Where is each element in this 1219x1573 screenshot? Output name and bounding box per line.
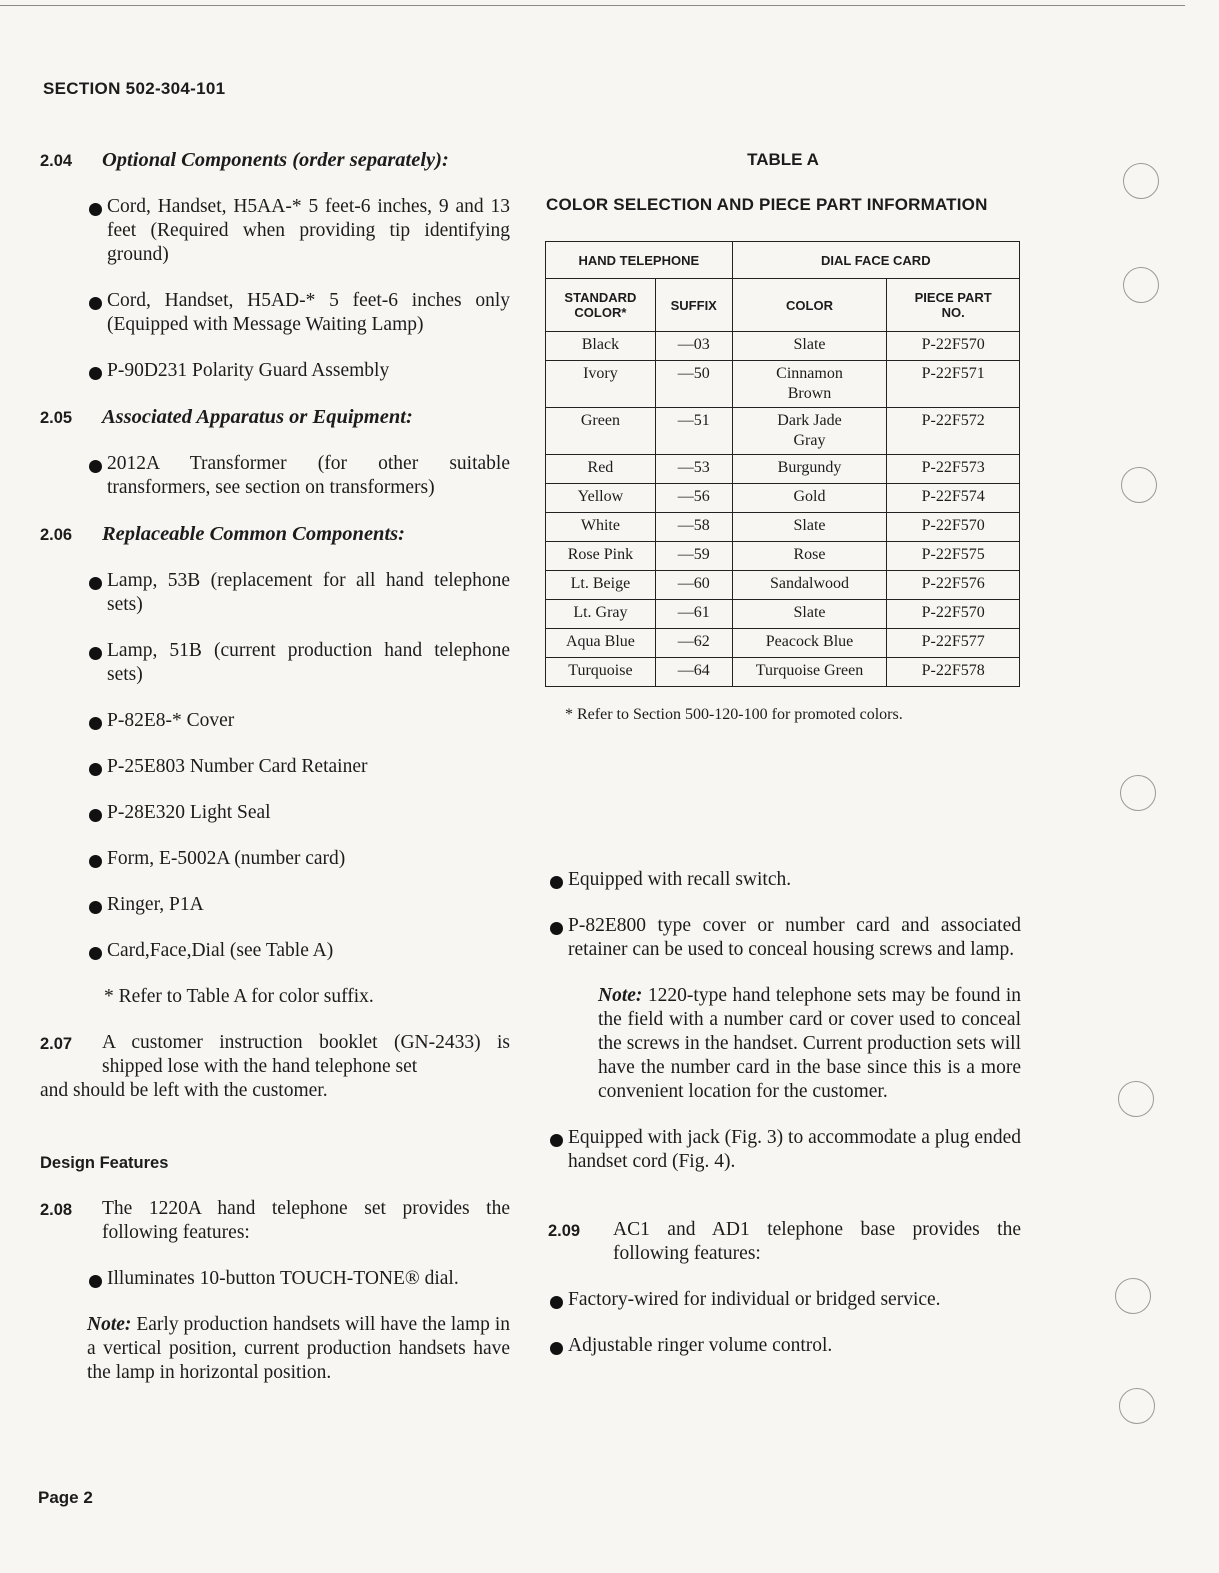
table-cell: —50	[655, 361, 732, 408]
paragraph-2-04	[40, 148, 510, 173]
table-cell: Dark Jade Gray	[732, 408, 887, 455]
paragraph-2-08	[40, 1197, 510, 1245]
table-cell: Rose	[732, 542, 887, 571]
bullet-item: Adjustable ringer volume control.	[548, 1334, 1021, 1358]
paragraph-number: 2.07	[40, 1035, 73, 1053]
bullet-icon	[89, 577, 102, 590]
bullet-icon	[89, 460, 102, 473]
table-cell: Rose Pink	[546, 542, 656, 571]
table-cell: White	[546, 513, 656, 542]
table-header-row	[546, 279, 1020, 332]
punch-hole-icon	[1115, 1278, 1151, 1314]
paragraph-2-06	[40, 522, 510, 547]
column-header: STANDARD COLOR*	[546, 279, 656, 332]
table-row	[546, 484, 1020, 513]
table-title: TABLE A	[747, 150, 819, 169]
note	[40, 1313, 510, 1385]
bullet-icon	[550, 1342, 563, 1355]
paragraph-2-05	[40, 405, 510, 430]
bullet-item: P-82E800 type cover or number card and associated retainer can be used to conceal housing screws and lamp.	[548, 914, 1021, 962]
note-label: Note:	[87, 1314, 132, 1335]
bullet-icon	[550, 876, 563, 889]
bullet-item: Lamp, 51B (current production hand telephone sets)	[40, 639, 510, 687]
table-row	[546, 361, 1020, 408]
table-row	[546, 658, 1020, 687]
paragraph-heading: Associated Apparatus or Equipment:	[102, 406, 413, 428]
punch-hole-icon	[1120, 775, 1156, 811]
table-cell: Slate	[732, 513, 887, 542]
table-row	[546, 513, 1020, 542]
table-cell: Cinnamon Brown	[732, 361, 887, 408]
table-cell: Turquoise Green	[732, 658, 887, 687]
table-cell: Gold	[732, 484, 887, 513]
table-cell: P-22F570	[887, 513, 1020, 542]
subsection-heading: Design Features	[40, 1154, 169, 1172]
group-header: HAND TELEPHONE	[546, 242, 733, 279]
paragraph-heading: Replaceable Common Components:	[102, 523, 405, 545]
paragraph-number: 2.09	[548, 1222, 581, 1240]
bullet-item: Equipped with recall switch.	[548, 868, 1021, 892]
bullet-item: P-25E803 Number Card Retainer	[40, 755, 510, 779]
bullet-item: 2012A Transformer (for other suitable transformers, see section on transformers)	[40, 452, 510, 500]
table-cell: Lt. Gray	[546, 600, 656, 629]
table-cell: P-22F573	[887, 455, 1020, 484]
right-column	[548, 868, 1021, 1380]
bullet-item: Cord, Handset, H5AD-* 5 feet-6 inches only (Equipped with Message Waiting Lamp)	[40, 289, 510, 337]
punch-hole-icon	[1119, 1388, 1155, 1424]
section-header: SECTION 502-304-101	[43, 79, 226, 98]
bullet-icon	[89, 809, 102, 822]
left-column	[40, 148, 510, 1407]
table-cell: —64	[655, 658, 732, 687]
bullet-icon	[89, 367, 102, 380]
table-row	[546, 629, 1020, 658]
bullet-item: Illuminates 10-button TOUCH-TONE® dial.	[40, 1267, 510, 1291]
punch-hole-icon	[1123, 163, 1159, 199]
note-text: Early production handsets will have the lamp in a vertical position, current production handsets have the lamp in horizontal position.	[87, 1314, 510, 1383]
table-cell: Slate	[732, 600, 887, 629]
bullet-icon	[550, 922, 563, 935]
bullet-item: Equipped with jack (Fig. 3) to accommodate a plug ended handset cord (Fig. 4).	[548, 1126, 1021, 1174]
table-cell: —61	[655, 600, 732, 629]
bullet-icon	[550, 1134, 563, 1147]
table-row	[546, 542, 1020, 571]
table-cell: —62	[655, 629, 732, 658]
table-cell: —03	[655, 332, 732, 361]
bullet-icon	[89, 947, 102, 960]
table-cell: P-22F575	[887, 542, 1020, 571]
table-subtitle: COLOR SELECTION AND PIECE PART INFORMATION	[546, 195, 988, 214]
bullet-icon	[550, 1296, 563, 1309]
bullet-item: Factory-wired for individual or bridged service.	[548, 1288, 1021, 1312]
paragraph-number: 2.08	[40, 1201, 73, 1219]
table-cell: —56	[655, 484, 732, 513]
table-cell: P-22F571	[887, 361, 1020, 408]
table-cell: —60	[655, 571, 732, 600]
punch-hole-icon	[1123, 267, 1159, 303]
table-cell: P-22F572	[887, 408, 1020, 455]
table-cell: P-22F576	[887, 571, 1020, 600]
table-cell: P-22F577	[887, 629, 1020, 658]
punch-hole-icon	[1121, 467, 1157, 503]
note	[548, 984, 1021, 1104]
table-row	[546, 332, 1020, 361]
table-cell: Sandalwood	[732, 571, 887, 600]
page-number: Page 2	[38, 1488, 93, 1507]
paragraph-number: 2.06	[40, 526, 73, 544]
table-row	[546, 571, 1020, 600]
table-cell: Peacock Blue	[732, 629, 887, 658]
note-text: 1220-type hand telephone sets may be found in the field with a number card or cover used to conceal the screws in the handset. Current production sets will have the number card in the base since this is a more convenient location for the customer.	[598, 985, 1021, 1102]
column-header: COLOR	[732, 279, 887, 332]
bullet-icon	[89, 901, 102, 914]
table-cell: Lt. Beige	[546, 571, 656, 600]
table-cell: P-22F570	[887, 332, 1020, 361]
table-cell: Yellow	[546, 484, 656, 513]
column-header: SUFFIX	[655, 279, 732, 332]
punch-hole-icon	[1118, 1081, 1154, 1117]
table-cell: Aqua Blue	[546, 629, 656, 658]
bullet-item: P-28E320 Light Seal	[40, 801, 510, 825]
bullet-icon	[89, 297, 102, 310]
table-footnote: * Refer to Section 500-120-100 for promoted colors.	[565, 706, 903, 723]
group-header: DIAL FACE CARD	[732, 242, 1019, 279]
table-cell: —53	[655, 455, 732, 484]
paragraph-2-07	[40, 1031, 510, 1103]
top-rule	[0, 5, 1185, 6]
bullet-item: Cord, Handset, H5AA-* 5 feet-6 inches, 9 and 13 feet (Required when providing tip identifying ground)	[40, 195, 510, 267]
paragraph-text: The 1220A hand telephone set provides the following features:	[102, 1198, 510, 1243]
paragraph-text-continued: and should be left with the customer.	[40, 1080, 328, 1101]
paragraph-text: A customer instruction booklet (GN-2433) is shipped lose with the hand telephone set	[102, 1032, 510, 1077]
table-cell: Red	[546, 455, 656, 484]
table-cell: Burgundy	[732, 455, 887, 484]
table-cell: —58	[655, 513, 732, 542]
paragraph-heading: Optional Components (order separately):	[102, 149, 449, 171]
table-row	[546, 600, 1020, 629]
bullet-item: Lamp, 53B (replacement for all hand telephone sets)	[40, 569, 510, 617]
color-table	[545, 241, 1020, 687]
column-header: PIECE PART NO.	[887, 279, 1020, 332]
table-cell: —59	[655, 542, 732, 571]
table-group-header-row	[546, 242, 1020, 279]
paragraph-number: 2.05	[40, 409, 73, 427]
bullet-item: Ringer, P1A	[40, 893, 510, 917]
bullet-item: Card,Face,Dial (see Table A)	[40, 939, 510, 963]
bullet-item: P-90D231 Polarity Guard Assembly	[40, 359, 510, 383]
bullet-icon	[89, 647, 102, 660]
table-cell: P-22F578	[887, 658, 1020, 687]
bullet-icon	[89, 717, 102, 730]
table-cell: Green	[546, 408, 656, 455]
bullet-item: P-82E8-* Cover	[40, 709, 510, 733]
paragraph-text: AC1 and AD1 telephone base provides the following features:	[613, 1219, 1021, 1264]
table-cell: Turquoise	[546, 658, 656, 687]
paragraph-number: 2.04	[40, 152, 73, 170]
note-label: Note:	[598, 985, 643, 1006]
bullet-icon	[89, 203, 102, 216]
table-cell: Black	[546, 332, 656, 361]
table-cell: —51	[655, 408, 732, 455]
paragraph-2-09	[548, 1218, 1021, 1266]
bullet-icon	[89, 855, 102, 868]
table-row	[546, 455, 1020, 484]
table-cell: Ivory	[546, 361, 656, 408]
table-cell: Slate	[732, 332, 887, 361]
bullet-item: Form, E-5002A (number card)	[40, 847, 510, 871]
footnote: * Refer to Table A for color suffix.	[104, 986, 374, 1007]
table-cell: P-22F570	[887, 600, 1020, 629]
bullet-icon	[89, 1275, 102, 1288]
bullet-icon	[89, 763, 102, 776]
table-cell: P-22F574	[887, 484, 1020, 513]
table-row	[546, 408, 1020, 455]
